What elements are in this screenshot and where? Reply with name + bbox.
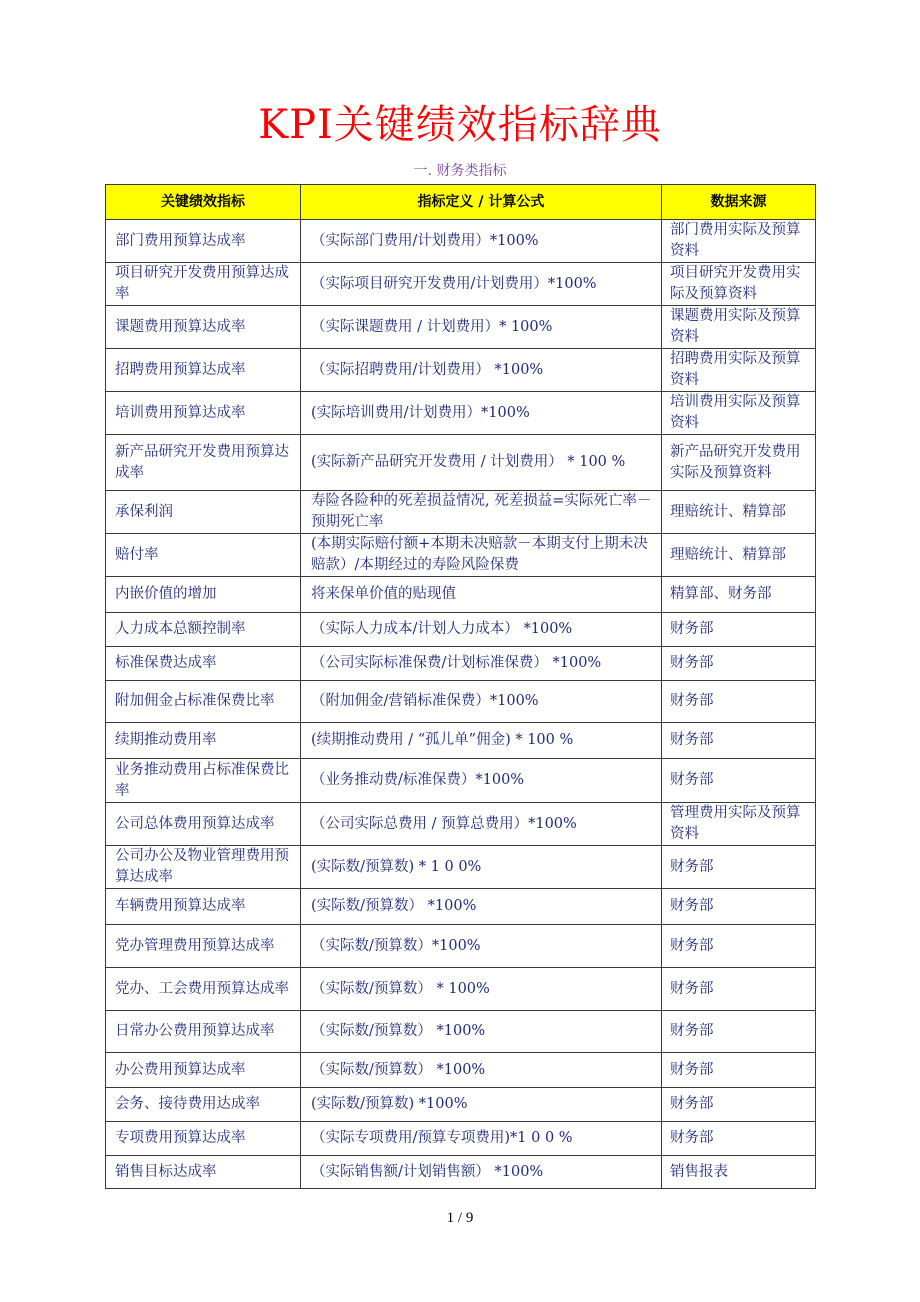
table-row <box>106 1088 816 1122</box>
formula-cell: （实际部门费用/计划费用）*100% <box>301 220 662 263</box>
table-row <box>106 846 816 889</box>
kpi-name-cell: 党办、工会费用预算达成率 <box>106 968 301 1011</box>
table-row <box>106 392 816 435</box>
kpi-name-cell: 会务、接待费用达成率 <box>106 1088 301 1122</box>
formula-cell: （公司实际标准保费/计划标准保费） *100% <box>301 647 662 681</box>
formula-cell: 寿险各险种的死差损益情况, 死差损益=实际死亡率－预期死亡率 <box>301 491 662 534</box>
formula-cell: （实际销售额/计划销售额） *100% <box>301 1156 662 1189</box>
kpi-name-cell: 承保利润 <box>106 491 301 534</box>
table-row <box>106 435 816 491</box>
header-formula: 指标定义 / 计算公式 <box>301 185 662 220</box>
data-source-cell: 课题费用实际及预算资料 <box>662 306 816 349</box>
kpi-name-cell: 项目研究开发费用预算达成率 <box>106 263 301 306</box>
formula-cell: (实际数/预算数) * 1 0 0% <box>301 846 662 889</box>
data-source-cell: 理赔统计、精算部 <box>662 534 816 577</box>
table-row <box>106 491 816 534</box>
kpi-name-cell: 标准保费达成率 <box>106 647 301 681</box>
formula-cell: （实际招聘费用/计划费用） *100% <box>301 349 662 392</box>
formula-cell: 将来保单价值的贴现值 <box>301 577 662 613</box>
formula-cell: （业务推动费/标准保费）*100% <box>301 759 662 803</box>
data-source-cell: 精算部、财务部 <box>662 577 816 613</box>
formula-cell: （实际数/预算数） * 100% <box>301 968 662 1011</box>
table-row <box>106 306 816 349</box>
formula-cell: （实际课题费用 / 计划费用）* 100% <box>301 306 662 349</box>
formula-cell: （附加佣金/营销标准保费）*100% <box>301 681 662 723</box>
data-source-cell: 财务部 <box>662 889 816 925</box>
table-row <box>106 1053 816 1088</box>
data-source-cell: 财务部 <box>662 613 816 647</box>
table-row <box>106 613 816 647</box>
data-source-cell: 项目研究开发费用实际及预算资料 <box>662 263 816 306</box>
kpi-name-cell: 业务推动费用占标准保费比率 <box>106 759 301 803</box>
data-source-cell: 财务部 <box>662 925 816 968</box>
document-title: KPI关键绩效指标辞典 <box>258 102 662 148</box>
kpi-name-cell: 办公费用预算达成率 <box>106 1053 301 1088</box>
kpi-name-cell: 公司总体费用预算达成率 <box>106 803 301 846</box>
data-source-cell: 培训费用实际及预算资料 <box>662 392 816 435</box>
table-row <box>106 349 816 392</box>
data-source-cell: 财务部 <box>662 1053 816 1088</box>
data-source-cell: 财务部 <box>662 647 816 681</box>
table-row <box>106 1156 816 1189</box>
data-source-cell: 财务部 <box>662 759 816 803</box>
kpi-name-cell: 招聘费用预算达成率 <box>106 349 301 392</box>
kpi-name-cell: 培训费用预算达成率 <box>106 392 301 435</box>
formula-cell: （实际数/预算数） *100% <box>301 1011 662 1053</box>
table-header-row <box>106 185 816 220</box>
formula-cell: (实际数/预算数) *100% <box>301 1088 662 1122</box>
kpi-name-cell: 课题费用预算达成率 <box>106 306 301 349</box>
data-source-cell: 财务部 <box>662 1088 816 1122</box>
data-source-cell: 财务部 <box>662 681 816 723</box>
data-source-cell: 部门费用实际及预算资料 <box>662 220 816 263</box>
table-row <box>106 577 816 613</box>
kpi-table <box>105 184 816 1189</box>
kpi-name-cell: 党办管理费用预算达成率 <box>106 925 301 968</box>
table-row <box>106 1122 816 1156</box>
table-row <box>106 681 816 723</box>
kpi-name-cell: 赔付率 <box>106 534 301 577</box>
kpi-name-cell: 专项费用预算达成率 <box>106 1122 301 1156</box>
page-indicator: 1 / 9 <box>446 1210 474 1226</box>
kpi-name-cell: 部门费用预算达成率 <box>106 220 301 263</box>
data-source-cell: 财务部 <box>662 1122 816 1156</box>
table-row <box>106 220 816 263</box>
formula-cell: (实际培训费用/计划费用）*100% <box>301 392 662 435</box>
formula-cell: (实际新产品研究开发费用 / 计划费用） * 100 % <box>301 435 662 491</box>
formula-cell: （实际数/预算数） *100% <box>301 1053 662 1088</box>
table-row <box>106 263 816 306</box>
table-row <box>106 647 816 681</box>
data-source-cell: 理赔统计、精算部 <box>662 491 816 534</box>
kpi-name-cell: 新产品研究开发费用预算达成率 <box>106 435 301 491</box>
kpi-name-cell: 内嵌价值的增加 <box>106 577 301 613</box>
kpi-name-cell: 附加佣金占标准保费比率 <box>106 681 301 723</box>
data-source-cell: 招聘费用实际及预算资料 <box>662 349 816 392</box>
formula-cell: （实际专项费用/预算专项费用)*1 0 0 % <box>301 1122 662 1156</box>
table-row <box>106 1011 816 1053</box>
table-row <box>106 968 816 1011</box>
kpi-name-cell: 公司办公及物业管理费用预算达成率 <box>106 846 301 889</box>
formula-cell: (实际数/预算数） *100% <box>301 889 662 925</box>
data-source-cell: 财务部 <box>662 968 816 1011</box>
data-source-cell: 财务部 <box>662 846 816 889</box>
table-row <box>106 534 816 577</box>
table-body <box>106 220 816 1189</box>
kpi-name-cell: 续期推动费用率 <box>106 723 301 759</box>
table-row <box>106 803 816 846</box>
data-source-cell: 销售报表 <box>662 1156 816 1189</box>
data-source-cell: 管理费用实际及预算资料 <box>662 803 816 846</box>
table-row <box>106 759 816 803</box>
kpi-name-cell: 销售目标达成率 <box>106 1156 301 1189</box>
formula-cell: (本期实际赔付额+本期未决赔款－本期支付上期未决赔款）/本期经过的寿险风险保费 <box>301 534 662 577</box>
table-row <box>106 723 816 759</box>
formula-cell: （实际数/预算数）*100% <box>301 925 662 968</box>
kpi-name-cell: 日常办公费用预算达成率 <box>106 1011 301 1053</box>
formula-cell: （公司实际总费用 / 预算总费用）*100% <box>301 803 662 846</box>
data-source-cell: 财务部 <box>662 1011 816 1053</box>
data-source-cell: 财务部 <box>662 723 816 759</box>
table-row <box>106 925 816 968</box>
header-source: 数据来源 <box>662 185 816 220</box>
formula-cell: （实际项目研究开发费用/计划费用）*100% <box>301 263 662 306</box>
kpi-name-cell: 车辆费用预算达成率 <box>106 889 301 925</box>
formula-cell: (续期推动费用 / “孤儿单”佣金) * 100 % <box>301 723 662 759</box>
kpi-name-cell: 人力成本总额控制率 <box>106 613 301 647</box>
data-source-cell: 新产品研究开发费用实际及预算资料 <box>662 435 816 491</box>
table-row <box>106 889 816 925</box>
formula-cell: （实际人力成本/计划人力成本） *100% <box>301 613 662 647</box>
section-heading: 一. 财务类指标 <box>413 163 507 179</box>
header-kpi: 关键绩效指标 <box>106 185 301 220</box>
